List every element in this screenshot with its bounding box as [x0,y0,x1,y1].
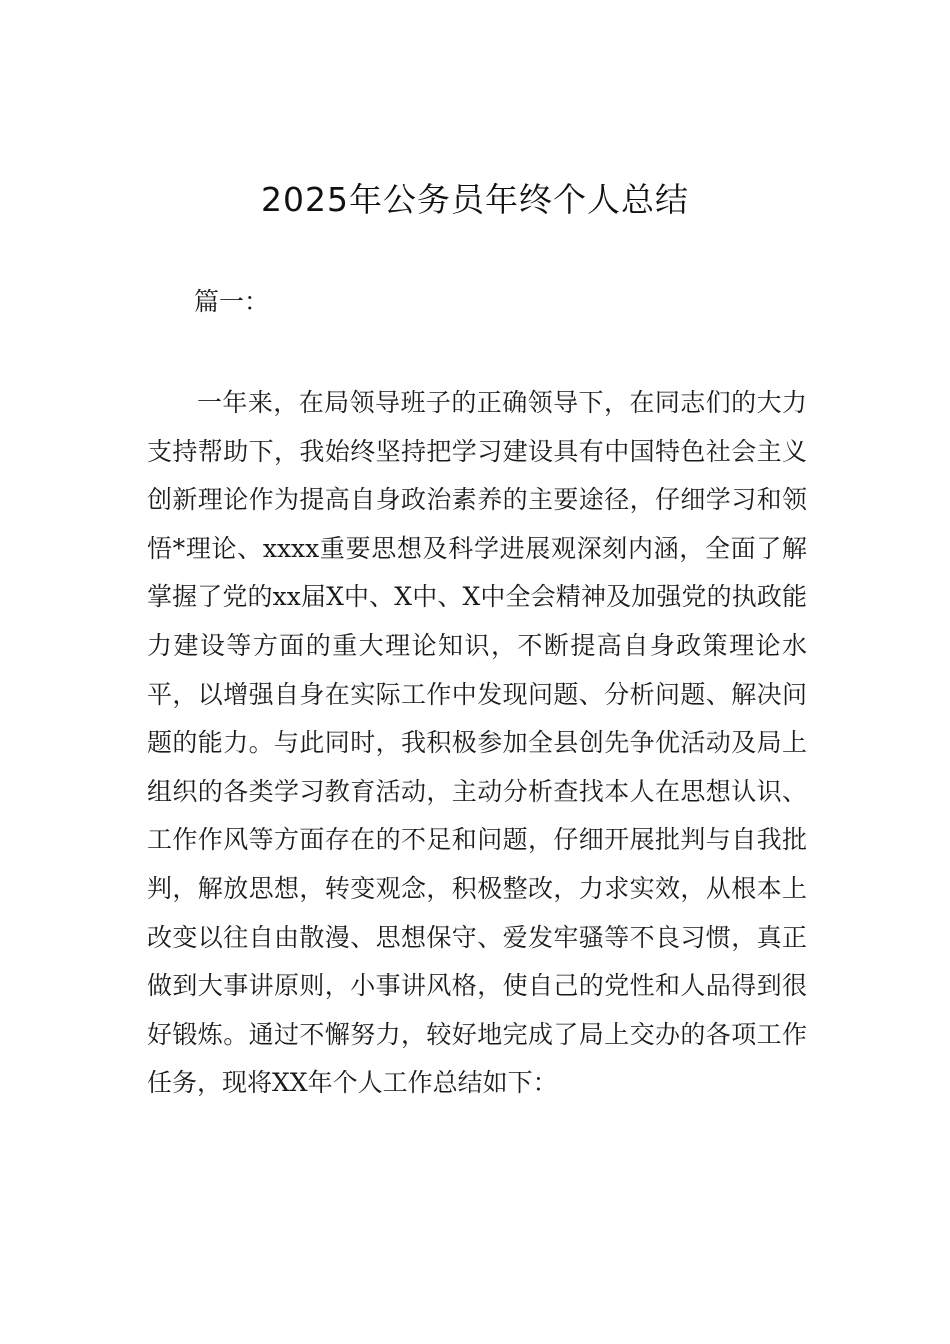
section-label: 篇一： [194,287,270,316]
body-paragraph: 一年来，在局领导班子的正确领导下，在同志们的大力支持帮助下，我始终坚持把学习建设具有中国特色社会主义创新理论作为提高自身政治素养的主要途径，仔细学习和领悟*理论、xxxx重要思想及科学进展观深刻内涵，全面了解掌握了党的xx届X中、X中、X中全会精神及加强党的执政能力建设等方面的重大理论知识，不断提高自身政策理论水平，以增强自身在实际工作中发现问题、分析问题、解决问题的能力。与此同时，我积极参加全县创先争优活动及局上组织的各类学习教育活动，主动分析查找本人在思想认识、工作作风等方面存在的不足和问题，仔细开展批判与自我批判，解放思想，转变观念，积极整改，力求实效，从根本上改变以往自由散漫、思想保守、爱发牢骚等不良习惯，真正做到大事讲原则，小事讲风格，使自己的党性和人品得到很好锻炼。通过不懈努力，较好地完成了局上交办的各项工作任务，现将XX年个人工作总结如下： [147,388,807,1098]
document-title: 2025年公务员年终个人总结 [261,180,689,219]
